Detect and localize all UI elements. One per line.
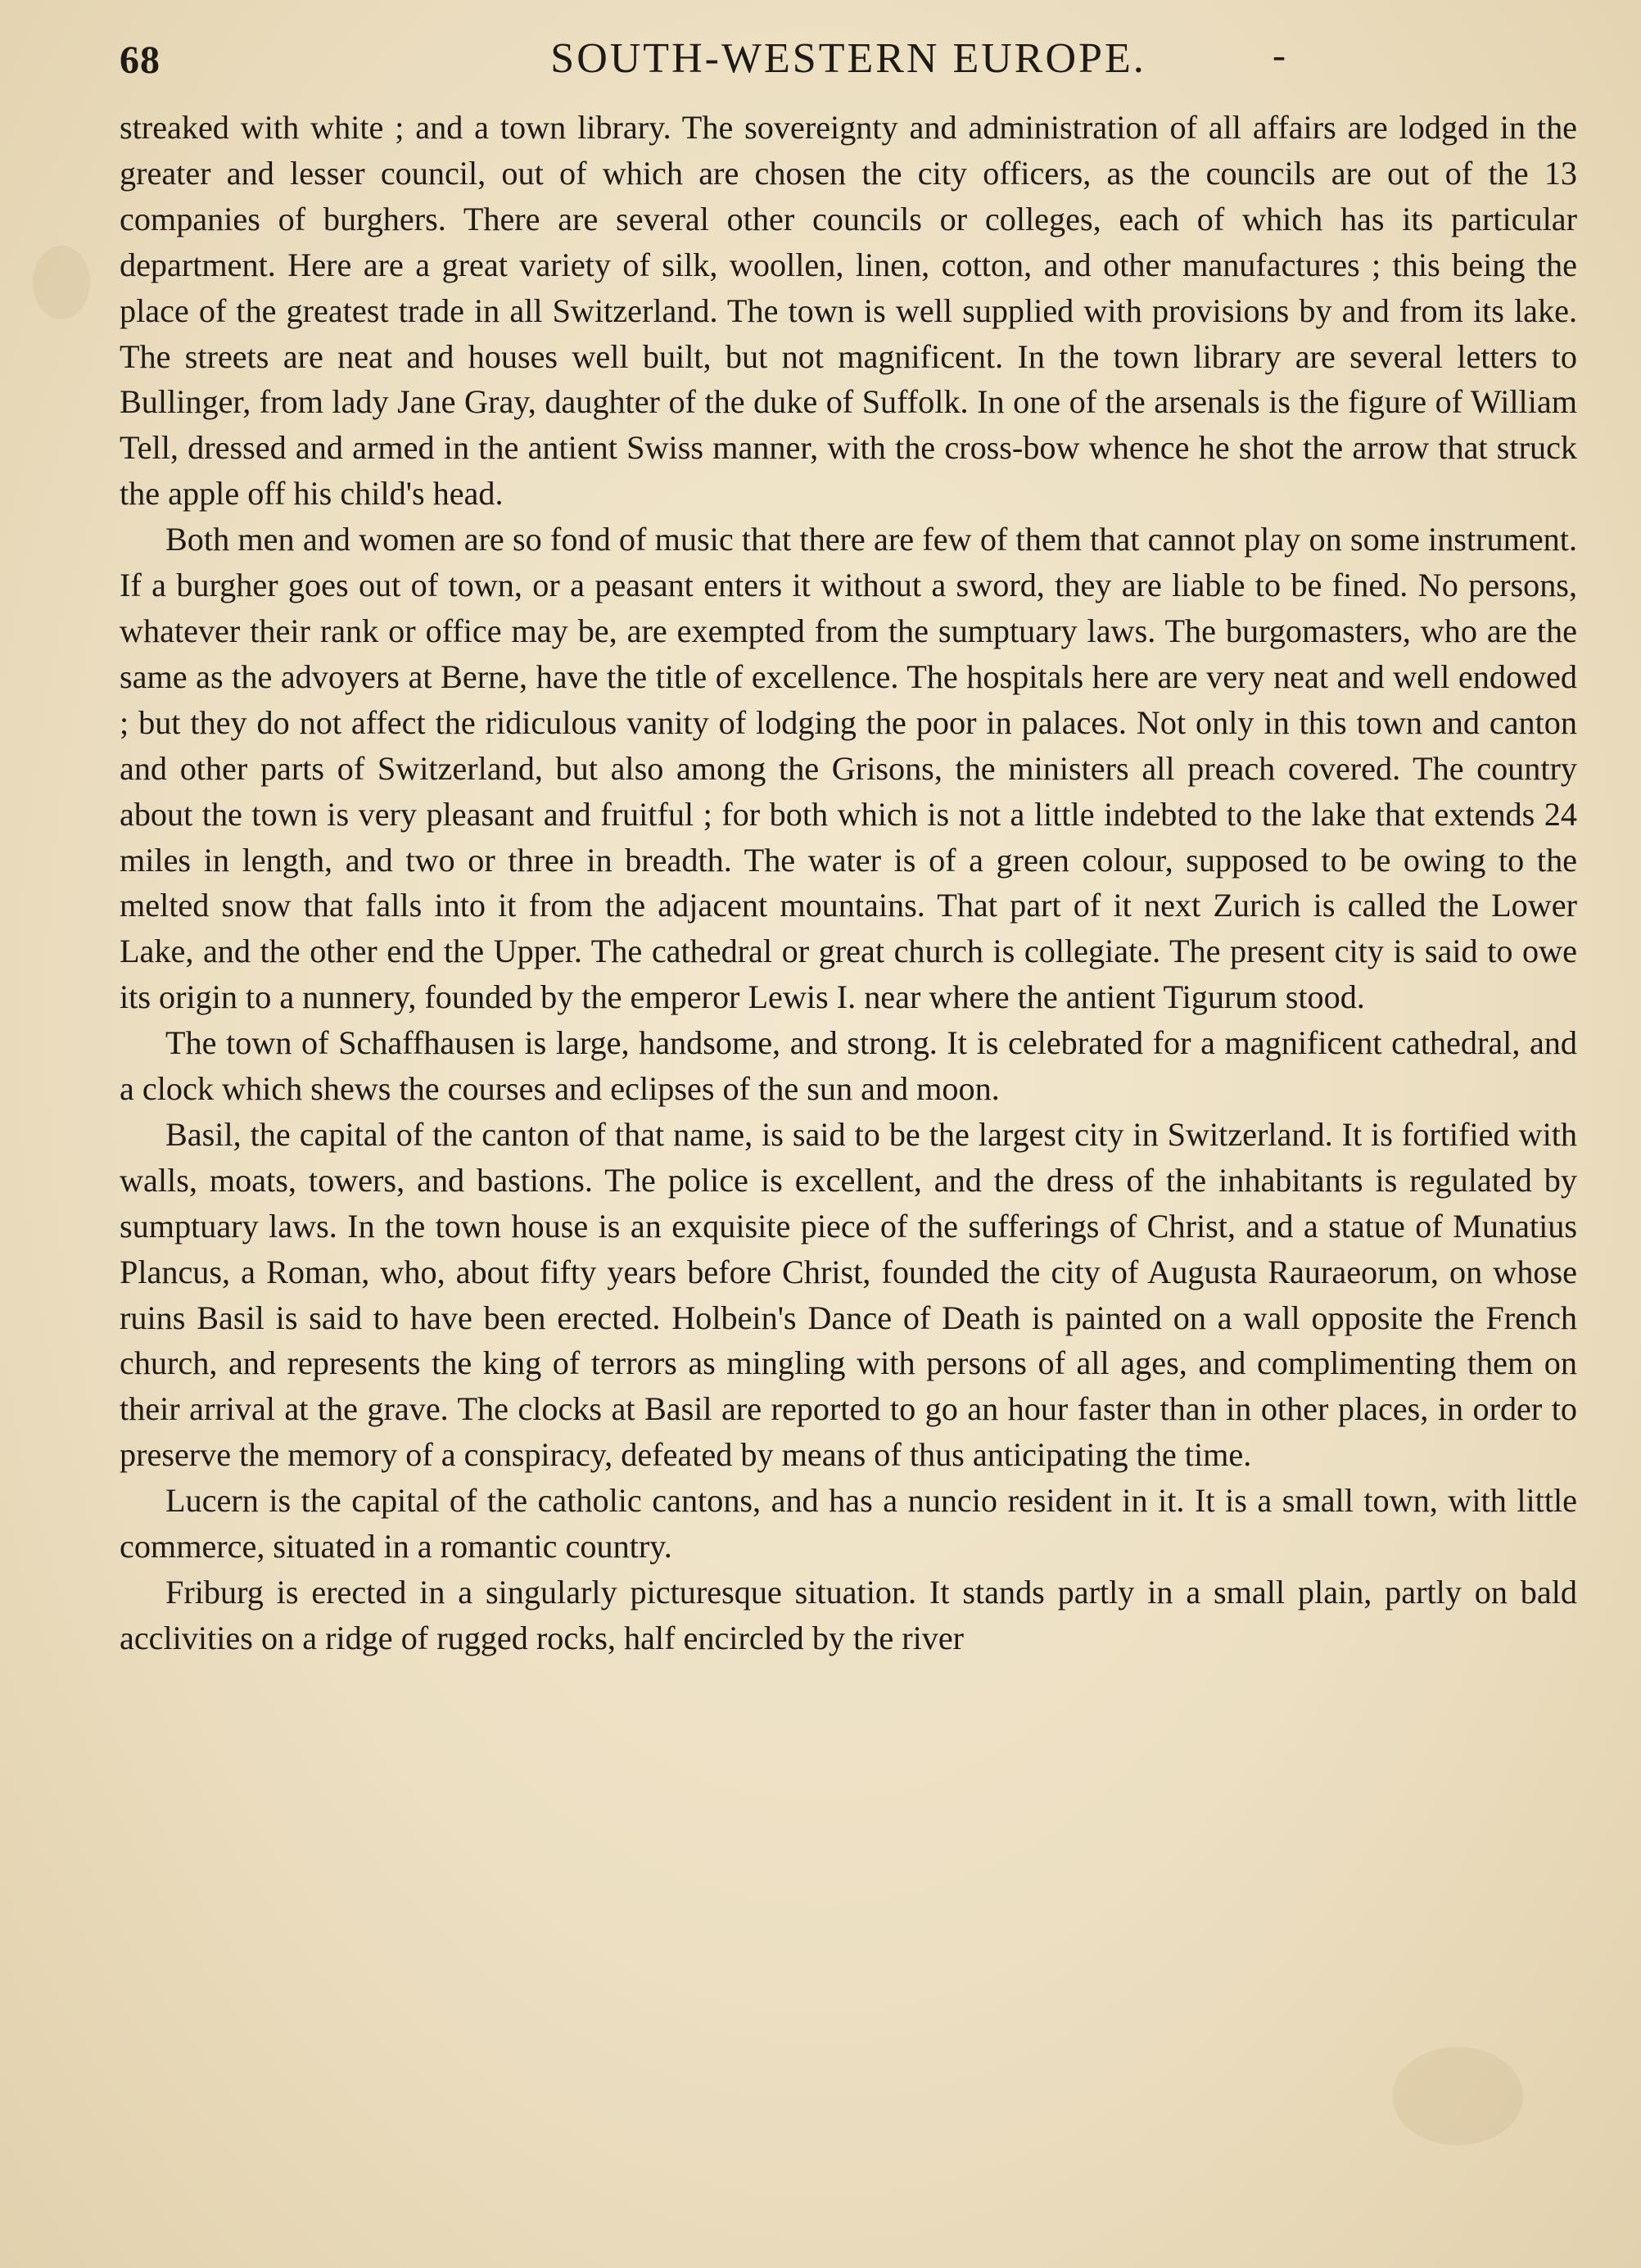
paragraph-basil: Basil, the capital of the canton of that name, is said to be the largest city in Switzerland. It is fortified with walls, moats, towers, and bastions. The police is excellent, and the dress of the inhabitants is regulated by sumptuary laws. In the town house is an exquisite piece of the sufferings of Christ, and a statue of Munatius Plancus, a Roman, who, about fifty years before Christ, founded the city of Augusta Rauraeorum, on whose ruins Basil is said to have been erected. Holbein's Dance of Death is painted on a wall opposite the French church, and represents the king of terrors as mingling with persons of all ages, and complimenting them on their arrival at the grave. The clocks at Basil are reported to go an hour faster than in other places, in order to preserve the memory of a conspiracy, defeated by means of thus anticipating the time.: [120, 1115, 1577, 1474]
page-number: 68: [120, 38, 160, 82]
header-mark: -: [1273, 34, 1286, 77]
body-text: [120, 105, 1577, 1661]
foxing-stain: [1392, 2047, 1523, 2145]
foxing-stain: [33, 246, 90, 319]
running-head: SOUTH-WESTERN EUROPE.: [550, 35, 1146, 82]
paragraph-lucern: Lucern is the capital of the catholic cantons, and has a nuncio resident in it. It is a small town, with little commerce, situated in a romantic country.: [120, 1482, 1577, 1565]
paragraph-music: Both men and women are so fond of music that there are few of them that cannot play on some instrument. If a burgher goes out of town, or a peasant enters it without a sword, they are liable to be fined. No persons, whatever their rank or office may be, are exempted from the sumptuary laws. The burgomasters, who are the same as the advoyers at Berne, have the title of excellence. The hospitals here are very neat and well endowed ; but they do not affect the ridiculous vanity of lodging the poor in palaces. Not only in this town and canton and other parts of Switzerland, but also among the Grisons, the ministers all preach covered. The country about the town is very pleasant and fruitful ; for both which is not a little indebted to the lake that extends 24 miles in length, and two or three in breadth. The water is of a green colour, supposed to be owing to the melted snow that falls into it from the adjacent mountains. That part of it next Zurich is called the Lower Lake, and the other end the Upper. The cathedral or great church is collegiate. The present city is said to owe its origin to a nunnery, founded by the emperor Lewis I. near where the antient Tigurum stood.: [120, 521, 1577, 1016]
paragraph-zurich-continued: streaked with white ; and a town library. The sovereignty and administration of all affairs are lodged in the greater and lesser council, out of which are chosen the city officers, as the councils are out of the 13 companies of burghers. There are several other councils or colleges, each of which has its particular department. Here are a great variety of silk, woollen, linen, cotton, and other manufactures ; this being the place of the greatest trade in all Switzerland. The town is well supplied with provisions by and from its lake. The streets are neat and houses well built, but not magnificent. In the town library are several letters to Bullinger, from lady Jane Gray, daughter of the duke of Suffolk. In one of the arsenals is the figure of William Tell, dressed and armed in the antient Swiss manner, with the cross-bow whence he shot the arrow that struck the apple off his child's head.: [120, 109, 1577, 513]
paragraph-friburg: Friburg is erected in a singularly picturesque situation. It stands partly in a small plain, partly on bald acclivities on a ridge of rugged rocks, half encircled by the river: [120, 1574, 1577, 1656]
paragraph-schaffhausen: The town of Schaffhausen is large, handsome, and strong. It is celebrated for a magnificent cathedral, and a clock which shews the courses and eclipses of the sun and moon.: [120, 1024, 1577, 1108]
page-header: [120, 26, 1577, 84]
